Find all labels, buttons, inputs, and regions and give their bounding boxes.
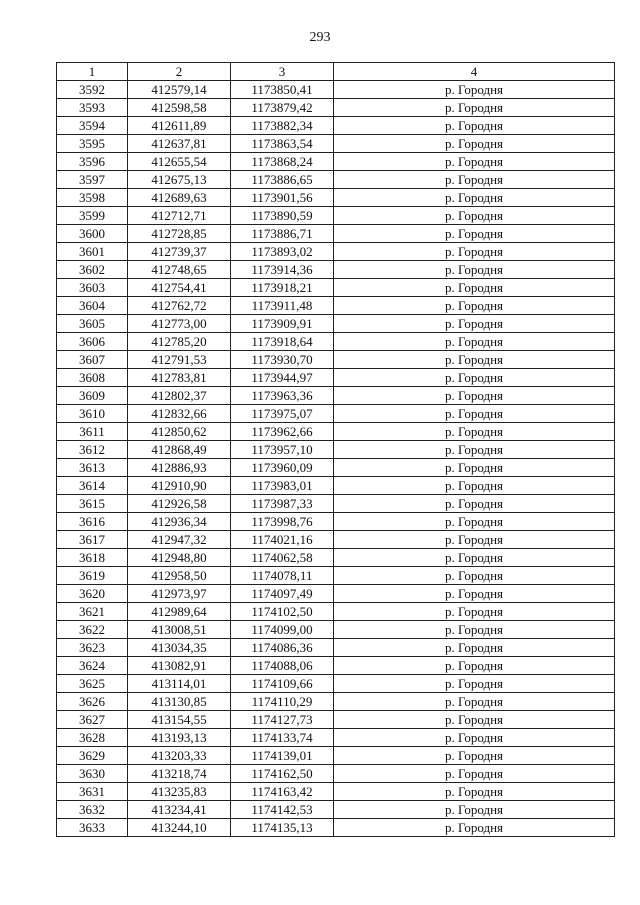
- x-coordinate-cell: 412579,14: [128, 81, 231, 99]
- x-coordinate-cell: 413082,91: [128, 657, 231, 675]
- y-coordinate-cell: 1174142,53: [231, 801, 334, 819]
- point-number-cell: 3623: [57, 639, 128, 657]
- y-coordinate-cell: 1173960,09: [231, 459, 334, 477]
- y-coordinate-cell: 1173901,56: [231, 189, 334, 207]
- y-coordinate-cell: 1173975,07: [231, 405, 334, 423]
- y-coordinate-cell: 1174102,50: [231, 603, 334, 621]
- description-cell: р. Городня: [334, 657, 615, 675]
- y-coordinate-cell: 1173863,54: [231, 135, 334, 153]
- description-cell: р. Городня: [334, 117, 615, 135]
- description-cell: р. Городня: [334, 765, 615, 783]
- table-row: [57, 567, 615, 585]
- point-number-cell: 3614: [57, 477, 128, 495]
- point-number-cell: 3629: [57, 747, 128, 765]
- x-coordinate-cell: 413008,51: [128, 621, 231, 639]
- table-row: [57, 279, 615, 297]
- x-coordinate-cell: 412739,37: [128, 243, 231, 261]
- description-cell: р. Городня: [334, 387, 615, 405]
- x-coordinate-cell: 412655,54: [128, 153, 231, 171]
- column-header-2: 2: [128, 63, 231, 81]
- point-number-cell: 3626: [57, 693, 128, 711]
- x-coordinate-cell: 413218,74: [128, 765, 231, 783]
- table-row: [57, 747, 615, 765]
- point-number-cell: 3630: [57, 765, 128, 783]
- point-number-cell: 3617: [57, 531, 128, 549]
- x-coordinate-cell: 412637,81: [128, 135, 231, 153]
- y-coordinate-cell: 1174127,73: [231, 711, 334, 729]
- coordinates-table: [56, 62, 615, 837]
- x-coordinate-cell: 412748,65: [128, 261, 231, 279]
- point-number-cell: 3620: [57, 585, 128, 603]
- description-cell: р. Городня: [334, 405, 615, 423]
- point-number-cell: 3632: [57, 801, 128, 819]
- table-header-row: [57, 63, 615, 81]
- y-coordinate-cell: 1173886,71: [231, 225, 334, 243]
- y-coordinate-cell: 1174086,36: [231, 639, 334, 657]
- x-coordinate-cell: 412785,20: [128, 333, 231, 351]
- point-number-cell: 3622: [57, 621, 128, 639]
- x-coordinate-cell: 412973,97: [128, 585, 231, 603]
- y-coordinate-cell: 1174139,01: [231, 747, 334, 765]
- point-number-cell: 3612: [57, 441, 128, 459]
- description-cell: р. Городня: [334, 351, 615, 369]
- table-row: [57, 693, 615, 711]
- y-coordinate-cell: 1173911,48: [231, 297, 334, 315]
- column-header-4: 4: [334, 63, 615, 81]
- point-number-cell: 3598: [57, 189, 128, 207]
- y-coordinate-cell: 1173963,36: [231, 387, 334, 405]
- table-row: [57, 135, 615, 153]
- x-coordinate-cell: 413203,33: [128, 747, 231, 765]
- x-coordinate-cell: 412850,62: [128, 423, 231, 441]
- x-coordinate-cell: 412689,63: [128, 189, 231, 207]
- y-coordinate-cell: 1173957,10: [231, 441, 334, 459]
- point-number-cell: 3608: [57, 369, 128, 387]
- description-cell: р. Городня: [334, 153, 615, 171]
- table-row: [57, 657, 615, 675]
- table-row: [57, 117, 615, 135]
- x-coordinate-cell: 412886,93: [128, 459, 231, 477]
- y-coordinate-cell: 1173850,41: [231, 81, 334, 99]
- point-number-cell: 3613: [57, 459, 128, 477]
- description-cell: р. Городня: [334, 639, 615, 657]
- x-coordinate-cell: 412832,66: [128, 405, 231, 423]
- y-coordinate-cell: 1173890,59: [231, 207, 334, 225]
- point-number-cell: 3627: [57, 711, 128, 729]
- point-number-cell: 3597: [57, 171, 128, 189]
- table-row: [57, 189, 615, 207]
- x-coordinate-cell: 412598,58: [128, 99, 231, 117]
- point-number-cell: 3610: [57, 405, 128, 423]
- table-body: [57, 81, 615, 837]
- y-coordinate-cell: 1174078,11: [231, 567, 334, 585]
- y-coordinate-cell: 1174088,06: [231, 657, 334, 675]
- y-coordinate-cell: 1174097,49: [231, 585, 334, 603]
- description-cell: р. Городня: [334, 171, 615, 189]
- table-row: [57, 243, 615, 261]
- point-number-cell: 3593: [57, 99, 128, 117]
- point-number-cell: 3594: [57, 117, 128, 135]
- y-coordinate-cell: 1173886,65: [231, 171, 334, 189]
- point-number-cell: 3609: [57, 387, 128, 405]
- y-coordinate-cell: 1173987,33: [231, 495, 334, 513]
- y-coordinate-cell: 1173930,70: [231, 351, 334, 369]
- point-number-cell: 3628: [57, 729, 128, 747]
- table-row: [57, 333, 615, 351]
- table-row: [57, 801, 615, 819]
- point-number-cell: 3604: [57, 297, 128, 315]
- point-number-cell: 3605: [57, 315, 128, 333]
- table-row: [57, 711, 615, 729]
- description-cell: р. Городня: [334, 225, 615, 243]
- y-coordinate-cell: 1174163,42: [231, 783, 334, 801]
- x-coordinate-cell: 412802,37: [128, 387, 231, 405]
- description-cell: р. Городня: [334, 459, 615, 477]
- x-coordinate-cell: 412947,32: [128, 531, 231, 549]
- description-cell: р. Городня: [334, 81, 615, 99]
- x-coordinate-cell: 413154,55: [128, 711, 231, 729]
- y-coordinate-cell: 1173918,21: [231, 279, 334, 297]
- table-row: [57, 207, 615, 225]
- table-row: [57, 153, 615, 171]
- table-row: [57, 729, 615, 747]
- point-number-cell: 3633: [57, 819, 128, 837]
- description-cell: р. Городня: [334, 333, 615, 351]
- y-coordinate-cell: 1173944,97: [231, 369, 334, 387]
- x-coordinate-cell: 413193,13: [128, 729, 231, 747]
- description-cell: р. Городня: [334, 297, 615, 315]
- y-coordinate-cell: 1173879,42: [231, 99, 334, 117]
- table-row: [57, 387, 615, 405]
- table-row: [57, 639, 615, 657]
- y-coordinate-cell: 1173918,64: [231, 333, 334, 351]
- description-cell: р. Городня: [334, 369, 615, 387]
- point-number-cell: 3607: [57, 351, 128, 369]
- table-row: [57, 783, 615, 801]
- point-number-cell: 3624: [57, 657, 128, 675]
- table-row: [57, 531, 615, 549]
- description-cell: р. Городня: [334, 315, 615, 333]
- x-coordinate-cell: 412712,71: [128, 207, 231, 225]
- table-row: [57, 477, 615, 495]
- description-cell: р. Городня: [334, 801, 615, 819]
- x-coordinate-cell: 413034,35: [128, 639, 231, 657]
- y-coordinate-cell: 1174109,66: [231, 675, 334, 693]
- table-row: [57, 585, 615, 603]
- point-number-cell: 3606: [57, 333, 128, 351]
- point-number-cell: 3592: [57, 81, 128, 99]
- table-row: [57, 675, 615, 693]
- x-coordinate-cell: 413130,85: [128, 693, 231, 711]
- y-coordinate-cell: 1174110,29: [231, 693, 334, 711]
- description-cell: р. Городня: [334, 261, 615, 279]
- description-cell: р. Городня: [334, 621, 615, 639]
- table-row: [57, 765, 615, 783]
- x-coordinate-cell: 412926,58: [128, 495, 231, 513]
- x-coordinate-cell: 413235,83: [128, 783, 231, 801]
- point-number-cell: 3611: [57, 423, 128, 441]
- x-coordinate-cell: 412754,41: [128, 279, 231, 297]
- description-cell: р. Городня: [334, 603, 615, 621]
- table-row: [57, 441, 615, 459]
- point-number-cell: 3602: [57, 261, 128, 279]
- point-number-cell: 3596: [57, 153, 128, 171]
- y-coordinate-cell: 1173914,36: [231, 261, 334, 279]
- y-coordinate-cell: 1174135,13: [231, 819, 334, 837]
- description-cell: р. Городня: [334, 585, 615, 603]
- y-coordinate-cell: 1174062,58: [231, 549, 334, 567]
- description-cell: р. Городня: [334, 747, 615, 765]
- table-row: [57, 225, 615, 243]
- table-row: [57, 513, 615, 531]
- description-cell: р. Городня: [334, 279, 615, 297]
- y-coordinate-cell: 1173998,76: [231, 513, 334, 531]
- x-coordinate-cell: 412762,72: [128, 297, 231, 315]
- table-row: [57, 297, 615, 315]
- description-cell: р. Городня: [334, 495, 615, 513]
- x-coordinate-cell: 412936,34: [128, 513, 231, 531]
- y-coordinate-cell: 1173882,34: [231, 117, 334, 135]
- x-coordinate-cell: 413244,10: [128, 819, 231, 837]
- table-row: [57, 603, 615, 621]
- description-cell: р. Городня: [334, 423, 615, 441]
- point-number-cell: 3631: [57, 783, 128, 801]
- description-cell: р. Городня: [334, 675, 615, 693]
- table-row: [57, 819, 615, 837]
- x-coordinate-cell: 412989,64: [128, 603, 231, 621]
- x-coordinate-cell: 412791,53: [128, 351, 231, 369]
- y-coordinate-cell: 1174133,74: [231, 729, 334, 747]
- y-coordinate-cell: 1173909,91: [231, 315, 334, 333]
- y-coordinate-cell: 1174162,50: [231, 765, 334, 783]
- point-number-cell: 3603: [57, 279, 128, 297]
- description-cell: р. Городня: [334, 567, 615, 585]
- x-coordinate-cell: 412675,13: [128, 171, 231, 189]
- point-number-cell: 3600: [57, 225, 128, 243]
- point-number-cell: 3616: [57, 513, 128, 531]
- table-row: [57, 81, 615, 99]
- point-number-cell: 3621: [57, 603, 128, 621]
- point-number-cell: 3599: [57, 207, 128, 225]
- description-cell: р. Городня: [334, 477, 615, 495]
- point-number-cell: 3615: [57, 495, 128, 513]
- table-row: [57, 495, 615, 513]
- x-coordinate-cell: 412868,49: [128, 441, 231, 459]
- table-row: [57, 351, 615, 369]
- x-coordinate-cell: 412611,89: [128, 117, 231, 135]
- y-coordinate-cell: 1174021,16: [231, 531, 334, 549]
- table-row: [57, 261, 615, 279]
- description-cell: р. Городня: [334, 441, 615, 459]
- description-cell: р. Городня: [334, 135, 615, 153]
- x-coordinate-cell: 412783,81: [128, 369, 231, 387]
- description-cell: р. Городня: [334, 819, 615, 837]
- table-row: [57, 549, 615, 567]
- x-coordinate-cell: 413114,01: [128, 675, 231, 693]
- description-cell: р. Городня: [334, 243, 615, 261]
- y-coordinate-cell: 1173962,66: [231, 423, 334, 441]
- table-row: [57, 315, 615, 333]
- point-number-cell: 3619: [57, 567, 128, 585]
- description-cell: р. Городня: [334, 729, 615, 747]
- x-coordinate-cell: 412773,00: [128, 315, 231, 333]
- point-number-cell: 3601: [57, 243, 128, 261]
- description-cell: р. Городня: [334, 693, 615, 711]
- point-number-cell: 3618: [57, 549, 128, 567]
- column-header-1: 1: [57, 63, 128, 81]
- description-cell: р. Городня: [334, 99, 615, 117]
- table-row: [57, 405, 615, 423]
- y-coordinate-cell: 1173868,24: [231, 153, 334, 171]
- description-cell: р. Городня: [334, 783, 615, 801]
- table-row: [57, 99, 615, 117]
- x-coordinate-cell: 412910,90: [128, 477, 231, 495]
- table-row: [57, 423, 615, 441]
- y-coordinate-cell: 1174099,00: [231, 621, 334, 639]
- x-coordinate-cell: 412948,80: [128, 549, 231, 567]
- x-coordinate-cell: 412958,50: [128, 567, 231, 585]
- table-row: [57, 459, 615, 477]
- description-cell: р. Городня: [334, 189, 615, 207]
- description-cell: р. Городня: [334, 207, 615, 225]
- point-number-cell: 3595: [57, 135, 128, 153]
- x-coordinate-cell: 413234,41: [128, 801, 231, 819]
- y-coordinate-cell: 1173983,01: [231, 477, 334, 495]
- column-header-3: 3: [231, 63, 334, 81]
- table-row: [57, 621, 615, 639]
- description-cell: р. Городня: [334, 513, 615, 531]
- y-coordinate-cell: 1173893,02: [231, 243, 334, 261]
- point-number-cell: 3625: [57, 675, 128, 693]
- x-coordinate-cell: 412728,85: [128, 225, 231, 243]
- description-cell: р. Городня: [334, 531, 615, 549]
- description-cell: р. Городня: [334, 549, 615, 567]
- page-number: 293: [309, 30, 331, 45]
- table-row: [57, 369, 615, 387]
- table-row: [57, 171, 615, 189]
- description-cell: р. Городня: [334, 711, 615, 729]
